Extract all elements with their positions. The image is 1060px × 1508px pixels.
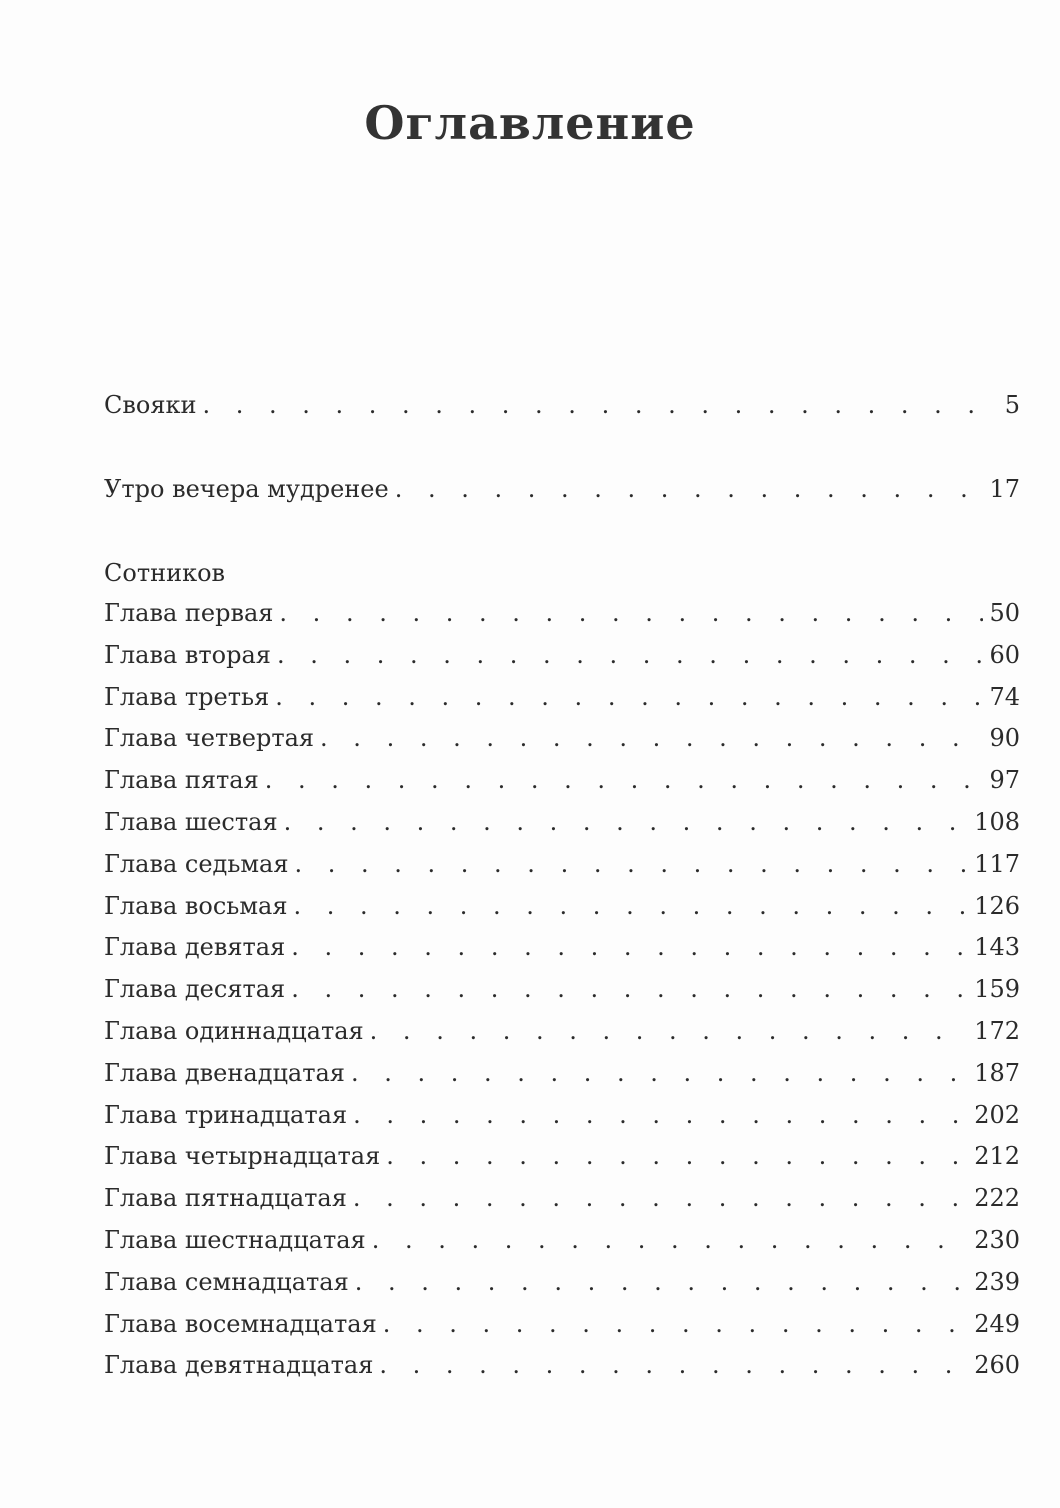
toc-chapter-entry[interactable] (104, 805, 1020, 839)
dot-leader (295, 847, 969, 881)
chapter-page: 97 (989, 766, 1020, 795)
dot-leader (353, 1181, 968, 1215)
chapter-label: Глава одиннадцатая (104, 1017, 364, 1045)
toc-entry-page: 17 (989, 475, 1020, 503)
dot-leader (370, 1014, 969, 1048)
toc-chapter-entry[interactable] (104, 1056, 1020, 1090)
dot-leader (351, 1056, 968, 1090)
dot-leader (293, 889, 968, 923)
chapter-page: 239 (974, 1267, 1020, 1296)
toc-chapter-entry[interactable] (104, 763, 1020, 797)
toc-entry[interactable] (104, 472, 1020, 506)
dot-leader (279, 596, 983, 630)
toc-chapter-entry[interactable] (104, 889, 1020, 923)
chapter-label: Глава пятая (104, 766, 259, 795)
chapter-page: 90 (989, 724, 1020, 753)
dot-leader (355, 1265, 968, 1299)
section-heading: Сотников (104, 559, 226, 587)
chapter-label: Глава четырнадцатая (104, 1142, 381, 1171)
toc-chapter-entry[interactable] (104, 1348, 1020, 1382)
chapter-label: Глава девятнадцатая (104, 1351, 374, 1380)
toc-chapter-entry[interactable] (104, 721, 1020, 755)
toc-entry-page: 5 (1004, 391, 1020, 419)
chapter-label: Глава восьмая (104, 891, 288, 920)
toc-chapter-entry[interactable] (104, 1014, 1020, 1048)
toc-chapter-entry[interactable] (104, 680, 1020, 714)
chapter-page: 249 (974, 1309, 1020, 1338)
chapter-label: Глава девятая (104, 933, 286, 962)
toc-chapter-entry[interactable] (104, 596, 1020, 630)
dot-leader (291, 930, 968, 964)
chapter-label: Глава десятая (104, 975, 286, 1004)
toc-chapter-entry[interactable] (104, 1098, 1020, 1132)
toc-chapter-entry[interactable] (104, 1139, 1020, 1173)
toc-chapter-entry[interactable] (104, 1181, 1020, 1215)
chapter-page: 159 (974, 975, 1020, 1004)
dot-leader (265, 763, 984, 797)
chapter-page: 202 (974, 1100, 1020, 1129)
dot-leader (320, 721, 983, 755)
chapter-page: 222 (974, 1184, 1020, 1213)
chapter-label: Глава шестнадцатая (104, 1226, 366, 1254)
chapter-label: Глава тринадцатая (104, 1100, 348, 1129)
dot-leader (395, 472, 984, 506)
toc-chapter-entry[interactable] (104, 1223, 1020, 1257)
chapter-label: Глава седьмая (104, 849, 289, 878)
dot-leader (353, 1098, 968, 1132)
chapter-page: 187 (974, 1058, 1020, 1087)
chapter-page: 126 (974, 891, 1020, 920)
chapter-label: Глава семнадцатая (104, 1267, 349, 1296)
dot-leader (291, 972, 968, 1006)
chapter-page: 212 (974, 1142, 1020, 1171)
chapter-page: 60 (989, 640, 1020, 669)
dot-leader (372, 1223, 969, 1257)
chapter-page: 172 (974, 1017, 1020, 1045)
toc-chapter-entry[interactable] (104, 972, 1020, 1006)
chapter-page: 74 (989, 682, 1020, 711)
chapter-label: Глава вторая (104, 640, 271, 669)
chapter-label: Глава шестая (104, 808, 278, 836)
chapter-page: 143 (974, 933, 1020, 962)
chapter-page: 50 (989, 599, 1020, 627)
toc-chapter-entry[interactable] (104, 847, 1020, 881)
dot-leader (284, 805, 969, 839)
chapter-label: Глава третья (104, 682, 270, 711)
dot-leader (275, 680, 983, 714)
dot-leader (202, 388, 998, 422)
chapter-label: Глава двенадцатая (104, 1058, 345, 1087)
dot-leader (379, 1348, 968, 1382)
chapter-page: 117 (974, 849, 1020, 878)
toc-chapter-entry[interactable] (104, 1307, 1020, 1341)
chapter-page: 108 (974, 808, 1020, 836)
toc-chapter-entry[interactable] (104, 1265, 1020, 1299)
chapter-page: 260 (974, 1351, 1020, 1380)
chapter-label: Глава первая (104, 599, 274, 627)
toc-entry-label: Свояки (104, 391, 197, 419)
page-title: Оглавление (364, 96, 696, 150)
chapter-label: Глава четвертая (104, 724, 315, 753)
toc-entry-label: Утро вечера мудренее (104, 475, 389, 503)
toc-chapter-entry[interactable] (104, 930, 1020, 964)
toc-chapter-entry[interactable] (104, 638, 1020, 672)
dot-leader (386, 1139, 968, 1173)
chapter-label: Глава восемнадцатая (104, 1309, 377, 1338)
dot-leader (277, 638, 984, 672)
toc-entry[interactable] (104, 388, 1020, 422)
dot-leader (383, 1307, 968, 1341)
chapter-label: Глава пятнадцатая (104, 1184, 347, 1213)
chapter-page: 230 (974, 1226, 1020, 1254)
